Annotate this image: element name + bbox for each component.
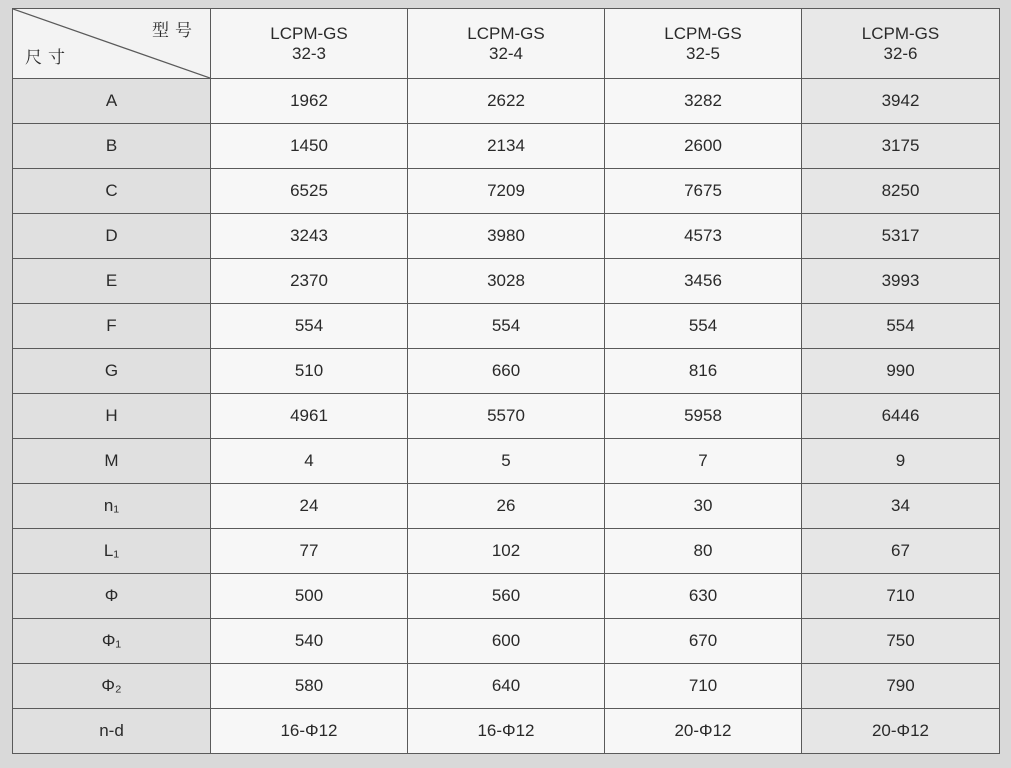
- value-cell: 500: [211, 574, 408, 619]
- value-cell: 560: [408, 574, 605, 619]
- dimension-label: n₁: [13, 484, 211, 529]
- table-row: [13, 709, 1000, 754]
- dimension-label: n-d: [13, 709, 211, 754]
- value-cell: 554: [605, 304, 802, 349]
- table-row: [13, 169, 1000, 214]
- dimension-label: Φ₂: [13, 664, 211, 709]
- value-cell: 630: [605, 574, 802, 619]
- value-cell: 16-Φ12: [211, 709, 408, 754]
- value-cell: 7: [605, 439, 802, 484]
- value-cell: 3993: [802, 259, 1000, 304]
- corner-header-cell: [13, 9, 211, 79]
- table-row: [13, 619, 1000, 664]
- dimension-label: C: [13, 169, 211, 214]
- value-cell: 660: [408, 349, 605, 394]
- dimension-label: E: [13, 259, 211, 304]
- value-cell: 7209: [408, 169, 605, 214]
- value-cell: 710: [802, 574, 1000, 619]
- model-header-cell: [802, 9, 1000, 79]
- value-cell: 20-Φ12: [802, 709, 1000, 754]
- value-cell: 6446: [802, 394, 1000, 439]
- value-cell: 3175: [802, 124, 1000, 169]
- value-cell: 510: [211, 349, 408, 394]
- value-cell: 750: [802, 619, 1000, 664]
- value-cell: 640: [408, 664, 605, 709]
- value-cell: 3282: [605, 79, 802, 124]
- model-size: 32-4: [488, 43, 524, 63]
- value-cell: 554: [211, 304, 408, 349]
- value-cell: 540: [211, 619, 408, 664]
- table-row: [13, 529, 1000, 574]
- value-cell: 7675: [605, 169, 802, 214]
- value-cell: 3980: [408, 214, 605, 259]
- table-row: [13, 394, 1000, 439]
- dimension-label: B: [13, 124, 211, 169]
- model-heading: 型号: [152, 21, 198, 41]
- model-size: 32-6: [883, 43, 918, 63]
- value-cell: 9: [802, 439, 1000, 484]
- header-row: [13, 9, 1000, 79]
- dimension-label: D: [13, 214, 211, 259]
- value-cell: 580: [211, 664, 408, 709]
- value-cell: 5: [408, 439, 605, 484]
- table-row: [13, 214, 1000, 259]
- value-cell: 8250: [802, 169, 1000, 214]
- table-row: [13, 304, 1000, 349]
- value-cell: 1450: [211, 124, 408, 169]
- value-cell: 990: [802, 349, 1000, 394]
- value-cell: 6525: [211, 169, 408, 214]
- table-row: [13, 484, 1000, 529]
- model-size: 32-3: [291, 43, 327, 63]
- table-row: [13, 259, 1000, 304]
- model-name: LCPM-GS: [467, 23, 545, 43]
- value-cell: 20-Φ12: [605, 709, 802, 754]
- value-cell: 670: [605, 619, 802, 664]
- dimension-label: Φ₁: [13, 619, 211, 664]
- value-cell: 2622: [408, 79, 605, 124]
- value-cell: 554: [408, 304, 605, 349]
- dimension-label: H: [13, 394, 211, 439]
- dimension-label: F: [13, 304, 211, 349]
- value-cell: 5958: [605, 394, 802, 439]
- value-cell: 5570: [408, 394, 605, 439]
- value-cell: 34: [802, 484, 1000, 529]
- table-row: [13, 664, 1000, 709]
- value-cell: 2370: [211, 259, 408, 304]
- value-cell: 710: [605, 664, 802, 709]
- table-row: [13, 439, 1000, 484]
- dimension-label: A: [13, 79, 211, 124]
- value-cell: 4: [211, 439, 408, 484]
- value-cell: 3456: [605, 259, 802, 304]
- value-cell: 24: [211, 484, 408, 529]
- dimension-label: G: [13, 349, 211, 394]
- value-cell: 1962: [211, 79, 408, 124]
- dimension-label: Φ: [13, 574, 211, 619]
- model-size: 32-5: [685, 43, 721, 63]
- model-header-cell: [408, 9, 605, 79]
- value-cell: 600: [408, 619, 605, 664]
- value-cell: 2600: [605, 124, 802, 169]
- value-cell: 80: [605, 529, 802, 574]
- value-cell: 554: [802, 304, 1000, 349]
- value-cell: 26: [408, 484, 605, 529]
- value-cell: 4961: [211, 394, 408, 439]
- model-header-cell: [211, 9, 408, 79]
- value-cell: 16-Φ12: [408, 709, 605, 754]
- value-cell: 5317: [802, 214, 1000, 259]
- table-row: [13, 79, 1000, 124]
- value-cell: 30: [605, 484, 802, 529]
- value-cell: 2134: [408, 124, 605, 169]
- value-cell: 67: [802, 529, 1000, 574]
- model-header-cell: [605, 9, 802, 79]
- value-cell: 77: [211, 529, 408, 574]
- value-cell: 816: [605, 349, 802, 394]
- model-name: LCPM-GS: [664, 23, 742, 43]
- model-name: LCPM-GS: [861, 23, 940, 43]
- value-cell: 4573: [605, 214, 802, 259]
- value-cell: 3942: [802, 79, 1000, 124]
- table-row: [13, 349, 1000, 394]
- dimension-label: L₁: [13, 529, 211, 574]
- model-name: LCPM-GS: [270, 23, 348, 43]
- spec-sheet: [12, 8, 999, 753]
- value-cell: 790: [802, 664, 1000, 709]
- dimension-label: M: [13, 439, 211, 484]
- value-cell: 3243: [211, 214, 408, 259]
- dimension-heading: 尺寸: [25, 48, 71, 68]
- dimension-table: [12, 8, 1000, 754]
- value-cell: 102: [408, 529, 605, 574]
- value-cell: 3028: [408, 259, 605, 304]
- table-row: [13, 574, 1000, 619]
- table-row: [13, 124, 1000, 169]
